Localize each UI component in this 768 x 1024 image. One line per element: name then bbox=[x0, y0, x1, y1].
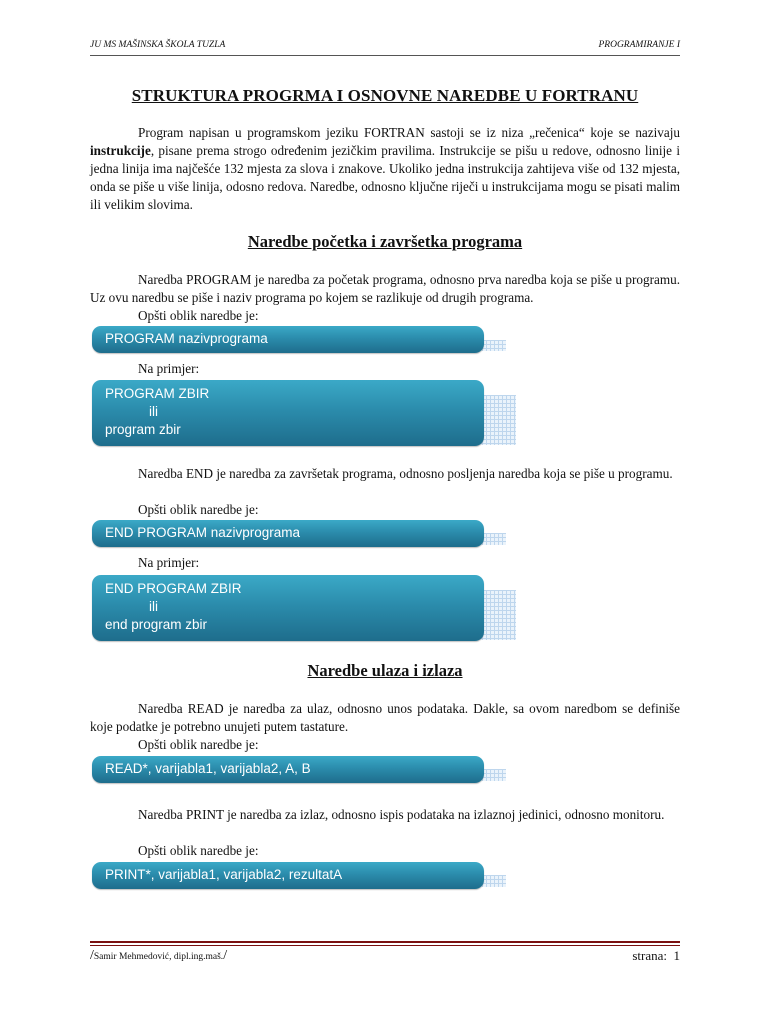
footer-author-name: Samir Mehmedović, dipl.ing.maš. bbox=[93, 952, 224, 962]
program-example-line-2: ili bbox=[149, 404, 158, 419]
read-form-box bbox=[92, 756, 484, 783]
read-paragraph-text: Naredba READ je naredba za ulaz, odnosno unos podataka. Dakle, sa ovom naredbom se definiše koje podatke je potrebno unujeti putem tastature. bbox=[90, 701, 680, 734]
header-school: JU MS MAŠINSKA ŠKOLA TUZLA bbox=[90, 40, 226, 50]
end-form-code: END PROGRAM nazivprograma bbox=[105, 525, 301, 540]
program-form-box bbox=[92, 326, 484, 353]
print-form-label: Opšti oblik naredbe je: bbox=[138, 843, 259, 858]
end-example-line-2: ili bbox=[149, 599, 158, 614]
footer-slash-close: / bbox=[223, 948, 228, 963]
print-paragraph-text: Naredba PRINT je naredba za izlaz, odnosno ispis podataka na izlaznoj jedinici, odnosno monitoru. bbox=[138, 807, 665, 822]
read-paragraph bbox=[90, 700, 680, 736]
end-paragraph bbox=[90, 465, 680, 483]
section-heading-io: Naredbe ulaza i izlaza bbox=[307, 661, 463, 680]
intro-bold-term: instrukcije bbox=[90, 143, 151, 158]
intro-text-2: , pisane prema strogo određenim jezičkim pravilima. Instrukcije se pišu u redove, odnosno linije i jedna linija ima najčešće 132 mjesta za slova i znakove. Ukoliko jedna instrukcija zahtijeva više od 132 mjesta, onda se piše u više linija, odosno redova. Naredbe, odnosno ključne riječi u instrukcijama mogu se pisati malim ili velikim slovima. bbox=[90, 143, 680, 212]
end-example-label: Na primjer: bbox=[138, 555, 200, 570]
program-example-label: Na primjer: bbox=[138, 361, 200, 376]
footer-rule-thin bbox=[90, 945, 680, 946]
end-form-box bbox=[92, 520, 484, 547]
footer-slash-open: / bbox=[90, 948, 94, 963]
intro-text-1: Program napisan u programskom jeziku FORTRAN sastoji se iz niza „rečenica“ koje se nazivaju bbox=[138, 125, 680, 140]
footer-rule-thick bbox=[90, 941, 680, 943]
footer-page-number: strana: 1 bbox=[632, 948, 680, 963]
program-form-code: PROGRAM nazivprograma bbox=[105, 331, 268, 346]
end-paragraph-text: Naredba END je naredba za završetak programa, odnosno posljenja naredba koja se piše u programu. bbox=[138, 466, 673, 481]
print-paragraph bbox=[90, 806, 680, 824]
print-form-code: PRINT*, varijabla1, varijabla2, rezultatA bbox=[105, 867, 343, 882]
header-subject: PROGRAMIRANJE I bbox=[598, 40, 680, 50]
program-example-line-1: PROGRAM ZBIR bbox=[105, 386, 210, 401]
end-example-box bbox=[92, 575, 484, 641]
read-form-code: READ*, varijabla1, varijabla2, A, B bbox=[105, 761, 311, 776]
end-example-line-1: END PROGRAM ZBIR bbox=[105, 581, 242, 596]
print-form-box bbox=[92, 862, 484, 889]
program-example-box bbox=[92, 380, 484, 446]
footer-author bbox=[90, 948, 227, 964]
end-form-label: Opšti oblik naredbe je: bbox=[138, 502, 259, 517]
program-paragraph-text: Naredba PROGRAM je naredba za početak programa, odnosno prva naredba koja se piše u programu. Uz ovu naredbu se piše i naziv programa po kojem se razlikuje od drugih programa. bbox=[90, 272, 680, 305]
document-title: STRUKTURA PROGRMA I OSNOVNE NAREDBE U FORTRANU bbox=[131, 86, 639, 105]
section-heading-start-end: Naredbe početka i završetka programa bbox=[247, 232, 523, 251]
program-paragraph bbox=[90, 271, 680, 307]
header-rule bbox=[90, 55, 680, 56]
read-form-label: Opšti oblik naredbe je: bbox=[138, 737, 259, 752]
program-example-line-3: program zbir bbox=[105, 422, 181, 437]
program-form-label: Opšti oblik naredbe je: bbox=[138, 308, 259, 323]
intro-paragraph bbox=[90, 124, 680, 214]
page-header bbox=[90, 40, 680, 54]
end-example-line-3: end program zbir bbox=[105, 617, 208, 632]
